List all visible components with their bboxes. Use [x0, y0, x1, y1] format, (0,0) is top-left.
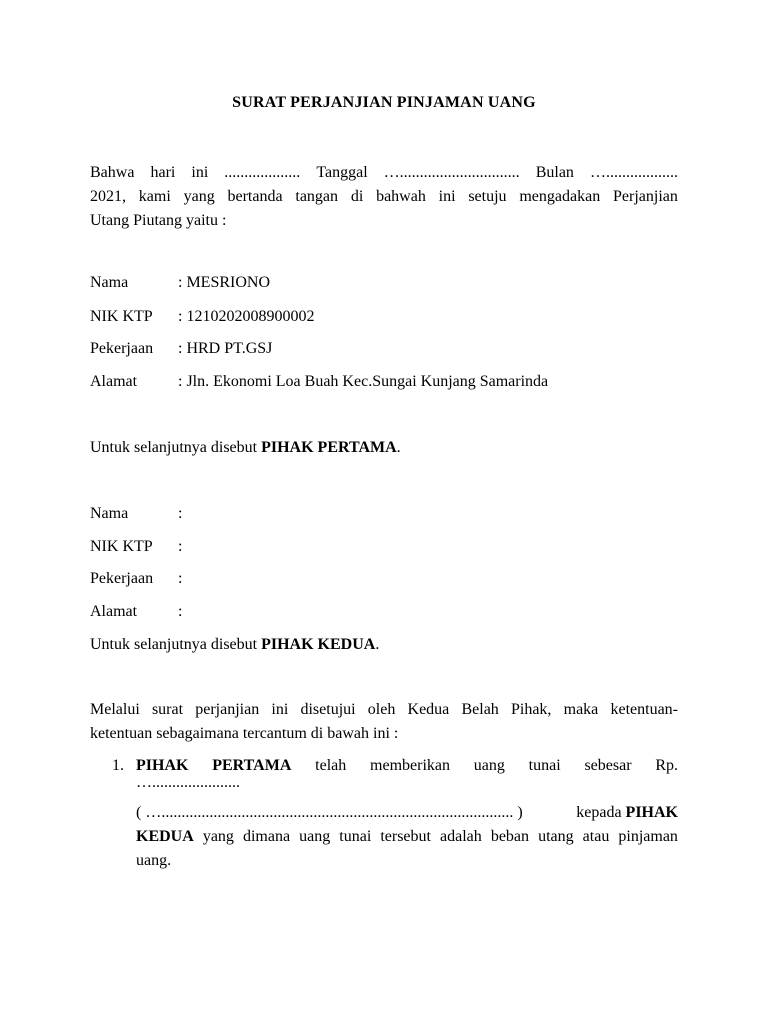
field-value: : Jln. Ekonomi Loa Buah Kec.Sungai Kunjang Samarinda [178, 373, 549, 390]
field-label: Pekerjaan [90, 340, 154, 357]
field-label: NIK KTP [90, 538, 153, 555]
list-word: kepada [576, 804, 626, 821]
para-word: Belah [461, 701, 499, 718]
list-word: yang [202, 828, 234, 845]
document-page [90, 0, 678, 1024]
list-line-4 [136, 825, 678, 849]
para-word: disetujui [300, 701, 356, 718]
list-word: telah [315, 757, 347, 774]
list-word: sebesar [584, 757, 632, 774]
intro-blank-month: ….................. [589, 164, 678, 181]
pihak-pertama-label: PIHAK PERTAMA [261, 439, 397, 456]
list-word: tersebut [380, 828, 431, 845]
list-word: beban [490, 828, 530, 845]
para-word: ini [271, 701, 289, 718]
intro-line-2 [90, 185, 678, 209]
pertama-alamat-row [90, 370, 678, 394]
pihak-kedua-label: PIHAK KEDUA [261, 636, 376, 653]
intro-paragraph [90, 161, 678, 233]
list-number: 1. [112, 757, 124, 774]
intro-word: Bulan [535, 164, 574, 181]
list-line-3-tail [576, 801, 678, 825]
ketentuan-paragraph [90, 698, 678, 746]
intro-word: setuju [468, 188, 507, 205]
intro-blank-date: ….............................. [383, 164, 520, 181]
para-word: maka [563, 701, 599, 718]
intro-word: Perjanjian [613, 188, 678, 205]
field-label: Alamat [90, 373, 138, 390]
list-word: uang [299, 828, 331, 845]
field-value: : [178, 505, 183, 522]
document-title: SURAT PERJANJIAN PINJAMAN UANG [232, 94, 536, 111]
intro-line-3: Utang Piutang yaitu : [90, 212, 227, 229]
list-word: tunai [528, 757, 561, 774]
intro-word: tangan [295, 188, 339, 205]
list-word: atau [582, 828, 610, 845]
list-word: uang [473, 757, 505, 774]
para-word: Kedua [407, 701, 450, 718]
kedua-alamat-row [90, 600, 678, 624]
ketentuan-line-2: ketentuan sebagaimana tercantum di bawah ini : [90, 725, 399, 742]
pertama-pekerjaan-row [90, 337, 678, 361]
field-label: Nama [90, 274, 129, 291]
amount-words-blank: ( …........................................................................................ ) [136, 804, 523, 821]
intro-word: ini [438, 188, 456, 205]
pihak-pertama-sentence [90, 436, 401, 460]
intro-word: mengadakan [519, 188, 601, 205]
bold-word: KEDUA [136, 828, 194, 845]
sentence-text: . [375, 636, 380, 653]
intro-word: yang [183, 188, 215, 205]
intro-word: ini [191, 164, 209, 181]
field-value: : MESRIONO [178, 274, 271, 291]
field-label: Nama [90, 505, 129, 522]
pihak-kedua-sentence [90, 633, 379, 657]
list-word: tunai [339, 828, 372, 845]
list-word: utang [538, 828, 574, 845]
ketentuan-line-1 [90, 698, 678, 722]
para-word: Melalui [90, 701, 140, 718]
kedua-pekerjaan-row [90, 567, 678, 591]
intro-word: 2021, [90, 188, 126, 205]
sentence-text: . [396, 439, 401, 456]
para-word: perjanjian [195, 701, 260, 718]
field-value: : 1210202008900002 [178, 308, 315, 325]
sentence-text: Untuk selanjutnya disebut [90, 636, 262, 653]
intro-word: di [350, 188, 364, 205]
kedua-nik-row [90, 535, 678, 559]
field-value: : [178, 603, 183, 620]
list-line-2: …...................... [136, 774, 240, 791]
bold-word: PIHAK [136, 757, 189, 774]
list-word: memberikan [370, 757, 450, 774]
field-value: : [178, 538, 183, 555]
sentence-text: Untuk selanjutnya disebut [90, 439, 262, 456]
list-line-5: uang. [136, 852, 172, 869]
intro-word: bertanda [227, 188, 283, 205]
para-word: oleh [367, 701, 396, 718]
field-value: : [178, 570, 183, 587]
intro-blank-day: ................... [224, 164, 301, 181]
field-value: : HRD PT.GSJ [178, 340, 273, 357]
list-word: pinjaman [618, 828, 678, 845]
pertama-nik-row [90, 305, 678, 329]
para-word: ketentuan- [610, 701, 678, 718]
list-line-3 [136, 801, 678, 825]
bold-word: PERTAMA [212, 757, 292, 774]
list-word: adalah [440, 828, 482, 845]
bold-word: PIHAK [625, 804, 678, 821]
field-label: Pekerjaan [90, 570, 154, 587]
intro-word: bahwah [376, 188, 426, 205]
pertama-nama-row [90, 271, 678, 295]
list-word: dimana [242, 828, 291, 845]
field-label: NIK KTP [90, 308, 153, 325]
list-item-body [136, 754, 678, 873]
para-word: Pihak, [510, 701, 552, 718]
intro-word: kami [138, 188, 171, 205]
intro-line-1 [90, 161, 678, 185]
intro-word: hari [150, 164, 176, 181]
para-word: surat [151, 701, 184, 718]
field-label: Alamat [90, 603, 138, 620]
list-word: Rp. [655, 757, 678, 774]
kedua-nama-row [90, 502, 678, 526]
intro-word: Bahwa [90, 164, 135, 181]
intro-word: Tanggal [316, 164, 368, 181]
